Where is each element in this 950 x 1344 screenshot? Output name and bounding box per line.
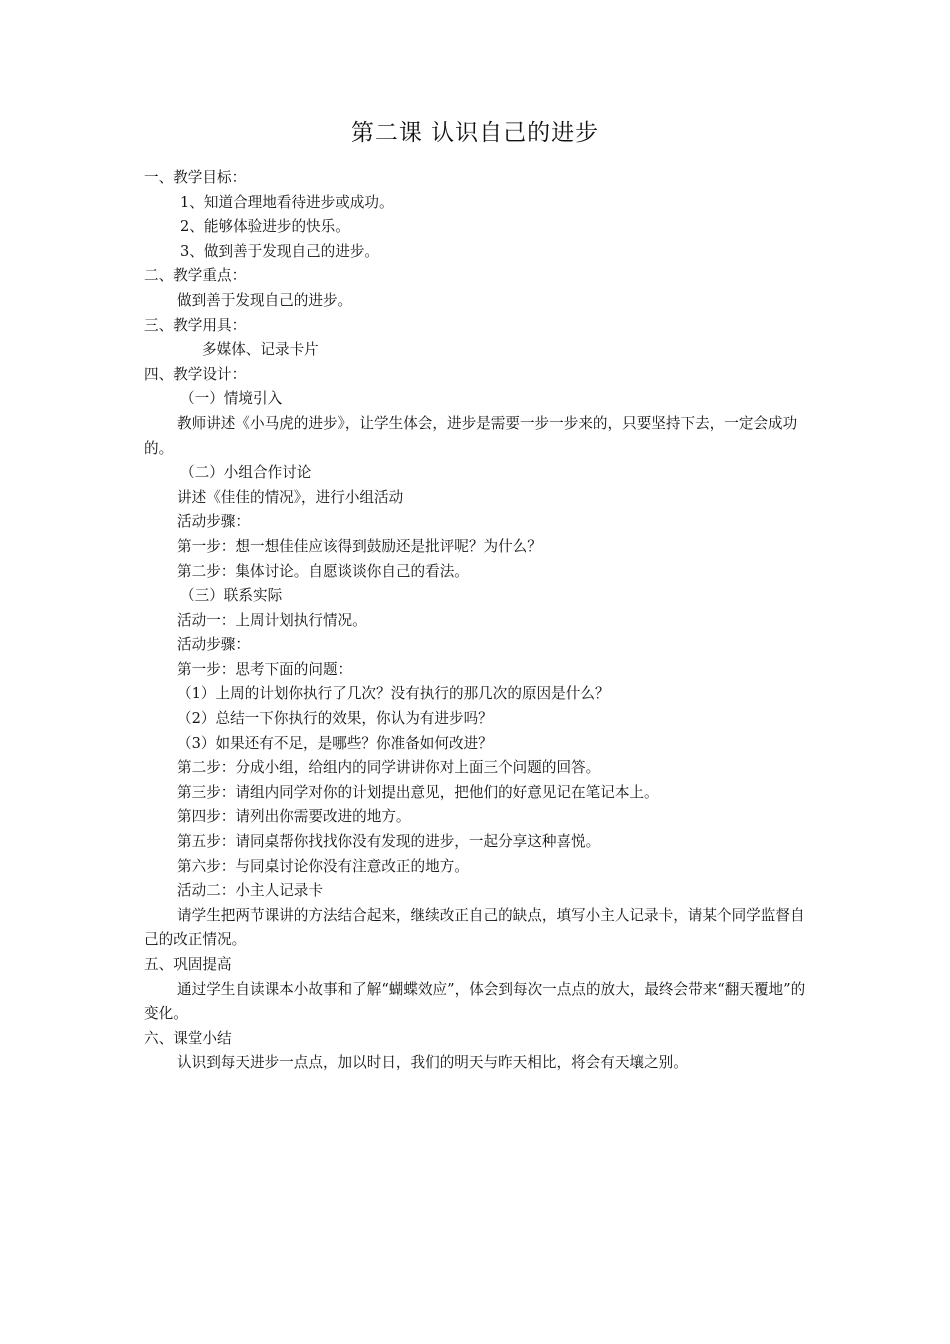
paragraph: 认识到每天进步一点点，加以时日，我们的明天与昨天相比，将会有天壤之别。 (177, 1054, 688, 1072)
step-item: 第二步：集体讨论。自愿谈谈你自己的看法。 (177, 562, 469, 580)
section-heading-design: 四、教学设计： (144, 365, 247, 383)
objective-item: 3、做到善于发现自己的进步。 (180, 242, 380, 260)
step-item: 第三步：请组内同学对你的计划提出意见，把他们的好意见记在笔记本上。 (177, 783, 659, 801)
question-item: （1）上周的计划你执行了几次？没有执行的那几次的原因是什么？ (177, 685, 610, 703)
materials-text: 多媒体、记录卡片 (202, 341, 319, 359)
objective-item: 2、能够体验进步的快乐。 (180, 218, 350, 236)
key-point-text: 做到善于发现自己的进步。 (177, 291, 353, 309)
objective-item: 1、知道合理地看待进步或成功。 (180, 193, 394, 211)
activity-label: 活动二：小主人记录卡 (177, 882, 323, 900)
subsection-heading: （二）小组合作讨论 (180, 464, 312, 482)
step-item: 第二步：分成小组，给组内的同学讲讲你对上面三个问题的回答。 (177, 759, 601, 777)
subsection-heading: （三）联系实际 (180, 587, 283, 605)
paragraph: 请学生把两节课讲的方法结合起来，继续改正自己的缺点，填写小主人记录卡，请某个同学监督自己的改正情况。 (144, 906, 805, 949)
activity-label: 活动一：上周计划执行情况。 (177, 611, 367, 629)
paragraph: 讲述《佳佳的情况》，进行小组活动 (177, 488, 404, 506)
lesson-body (144, 166, 809, 1076)
question-item: （2）总结一下你执行的效果，你认为有进步吗？ (177, 710, 493, 728)
lesson-title: 第二课 认识自己的进步 (350, 120, 600, 146)
section-heading-consolidate: 五、巩固提高 (144, 956, 232, 973)
paragraph: 教师讲述《小马虎的进步》，让学生体会，进步是需要一步一步来的，只要坚持下去，一定会成功的。 (144, 414, 798, 457)
question-item: （3）如果还有不足，是哪些？你准备如何改进？ (177, 734, 493, 752)
activity-steps-label: 活动步骤： (177, 513, 250, 531)
section-heading-key-point: 二、教学重点： (144, 267, 247, 285)
step-item: 第四步：请列出你需要改进的地方。 (177, 808, 411, 826)
section-heading-summary: 六、课堂小结 (144, 1029, 232, 1047)
section-heading-objectives: 一、教学目标： (144, 169, 247, 186)
step-item: 第五步：请同桌帮你找找你没有发现的进步，一起分享这种喜悦。 (177, 833, 601, 851)
paragraph: 通过学生自读课本小故事和了解“蝴蝶效应”，体会到每次一点点的放大，最终会带来“翻天覆地”的变化。 (144, 980, 806, 1023)
activity-steps-label: 活动步骤： (177, 636, 250, 654)
step-item: 第六步：与同桌讨论你没有注意改正的地方。 (177, 857, 469, 875)
step-item: 第一步：思考下面的问题： (177, 660, 353, 678)
section-heading-materials: 三、教学用具： (144, 316, 247, 334)
subsection-heading: （一）情境引入 (180, 390, 283, 408)
step-item: 第一步：想一想佳佳应该得到鼓励还是批评呢？为什么？ (177, 537, 542, 555)
